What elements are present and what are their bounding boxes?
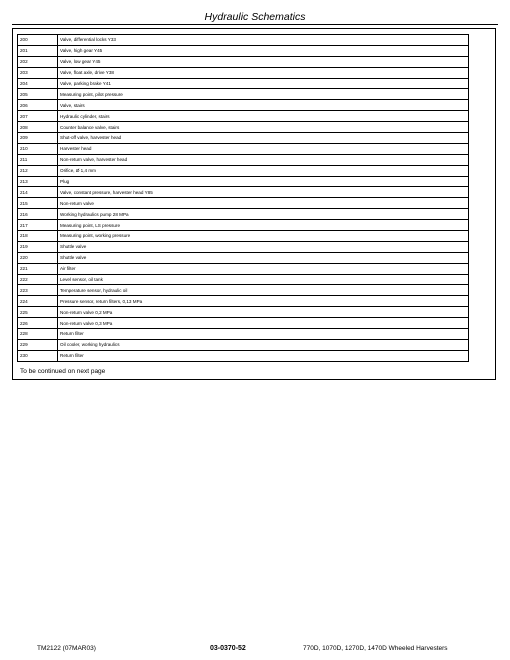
part-description: Level sensor, oil tank [58, 274, 469, 285]
part-number: 203 [18, 67, 58, 78]
part-number: 209 [18, 133, 58, 144]
continued-note: To be continued on next page [20, 368, 106, 375]
header-rule [12, 24, 498, 25]
part-description: Oil cooler, working hydraulics [58, 339, 469, 350]
table-row [18, 67, 469, 78]
table-row [18, 220, 469, 231]
part-description: Return filter [58, 350, 469, 361]
part-description: Pressure sensor, return filters, 0,13 MPa [58, 296, 469, 307]
table-row [18, 307, 469, 318]
table-row [18, 100, 469, 111]
part-number: 225 [18, 307, 58, 318]
part-number: 222 [18, 274, 58, 285]
part-number: 201 [18, 45, 58, 56]
table-row [18, 35, 469, 46]
table-row [18, 143, 469, 154]
part-description: Non-return valve 0,3 MPa [58, 318, 469, 329]
part-description: Measuring point, pilot pressure [58, 89, 469, 100]
part-description: Shut-off valve, harvester head [58, 133, 469, 144]
part-number: 230 [18, 350, 58, 361]
part-description: Shuttle valve [58, 252, 469, 263]
table-row [18, 154, 469, 165]
part-description: Non-return valve [58, 198, 469, 209]
part-description: Orifice, Ø 1,4 mm [58, 165, 469, 176]
part-description: Shuttle valve [58, 241, 469, 252]
part-description: Measuring point, working pressure [58, 231, 469, 242]
part-number: 211 [18, 154, 58, 165]
table-row [18, 241, 469, 252]
part-number: 207 [18, 111, 58, 122]
part-description: Air filter [58, 263, 469, 274]
table-row [18, 263, 469, 274]
part-description: Counter balance valve, stairs [58, 122, 469, 133]
part-number: 210 [18, 143, 58, 154]
table-row [18, 187, 469, 198]
part-description: Working hydraulics pump 28 MPa [58, 209, 469, 220]
table-row [18, 45, 469, 56]
table-row [18, 78, 469, 89]
table-row [18, 296, 469, 307]
part-number: 205 [18, 89, 58, 100]
part-description: Non-return valve, harvester head [58, 154, 469, 165]
table-row [18, 165, 469, 176]
part-description: Plug [58, 176, 469, 187]
part-description: Valve, constant pressure, harvester head Y85 [58, 187, 469, 198]
part-number: 204 [18, 78, 58, 89]
footer-page-number: 03-0370-52 [210, 645, 246, 652]
part-description: Valve, stairs [58, 100, 469, 111]
part-number: 229 [18, 339, 58, 350]
part-description: Valve, differential locks Y33 [58, 35, 469, 46]
part-number: 212 [18, 165, 58, 176]
part-number: 228 [18, 329, 58, 340]
part-number: 208 [18, 122, 58, 133]
footer-models: 770D, 1070D, 1270D, 1470D Wheeled Harvesters [303, 645, 448, 652]
table-row [18, 209, 469, 220]
part-number: 220 [18, 252, 58, 263]
part-number: 213 [18, 176, 58, 187]
table-row [18, 231, 469, 242]
part-number: 217 [18, 220, 58, 231]
part-number: 218 [18, 231, 58, 242]
table-row [18, 252, 469, 263]
table-row [18, 111, 469, 122]
table-row [18, 329, 469, 340]
table-row [18, 339, 469, 350]
part-description: Valve, low gear Y45 [58, 56, 469, 67]
part-number: 223 [18, 285, 58, 296]
part-number: 206 [18, 100, 58, 111]
part-number: 215 [18, 198, 58, 209]
page-title: Hydraulic Schematics [204, 11, 306, 23]
table-row [18, 176, 469, 187]
table-row [18, 56, 469, 67]
part-description: Non-return valve 0,2 MPa [58, 307, 469, 318]
part-description: Valve, float axle, drive Y38 [58, 67, 469, 78]
part-number: 224 [18, 296, 58, 307]
footer-doc-id: TM2122 (07MAR03) [37, 645, 96, 652]
part-description: Measuring point, LS pressure [58, 220, 469, 231]
table-row [18, 350, 469, 361]
part-description: Hydraulic cylinder, stairs [58, 111, 469, 122]
table-row [18, 285, 469, 296]
part-description: Harvester head [58, 143, 469, 154]
part-number: 202 [18, 56, 58, 67]
table-row [18, 122, 469, 133]
table-row [18, 198, 469, 209]
table-row [18, 274, 469, 285]
table-row [18, 318, 469, 329]
part-description: Return filter [58, 329, 469, 340]
parts-table [17, 34, 469, 362]
part-description: Valve, parking brake Y41 [58, 78, 469, 89]
part-number: 221 [18, 263, 58, 274]
table-row [18, 89, 469, 100]
part-description: Temperature sensor, hydraulic oil [58, 285, 469, 296]
part-number: 214 [18, 187, 58, 198]
part-number: 226 [18, 318, 58, 329]
part-number: 200 [18, 35, 58, 46]
part-number: 219 [18, 241, 58, 252]
part-number: 216 [18, 209, 58, 220]
table-row [18, 133, 469, 144]
part-description: Valve, high gear Y45 [58, 45, 469, 56]
